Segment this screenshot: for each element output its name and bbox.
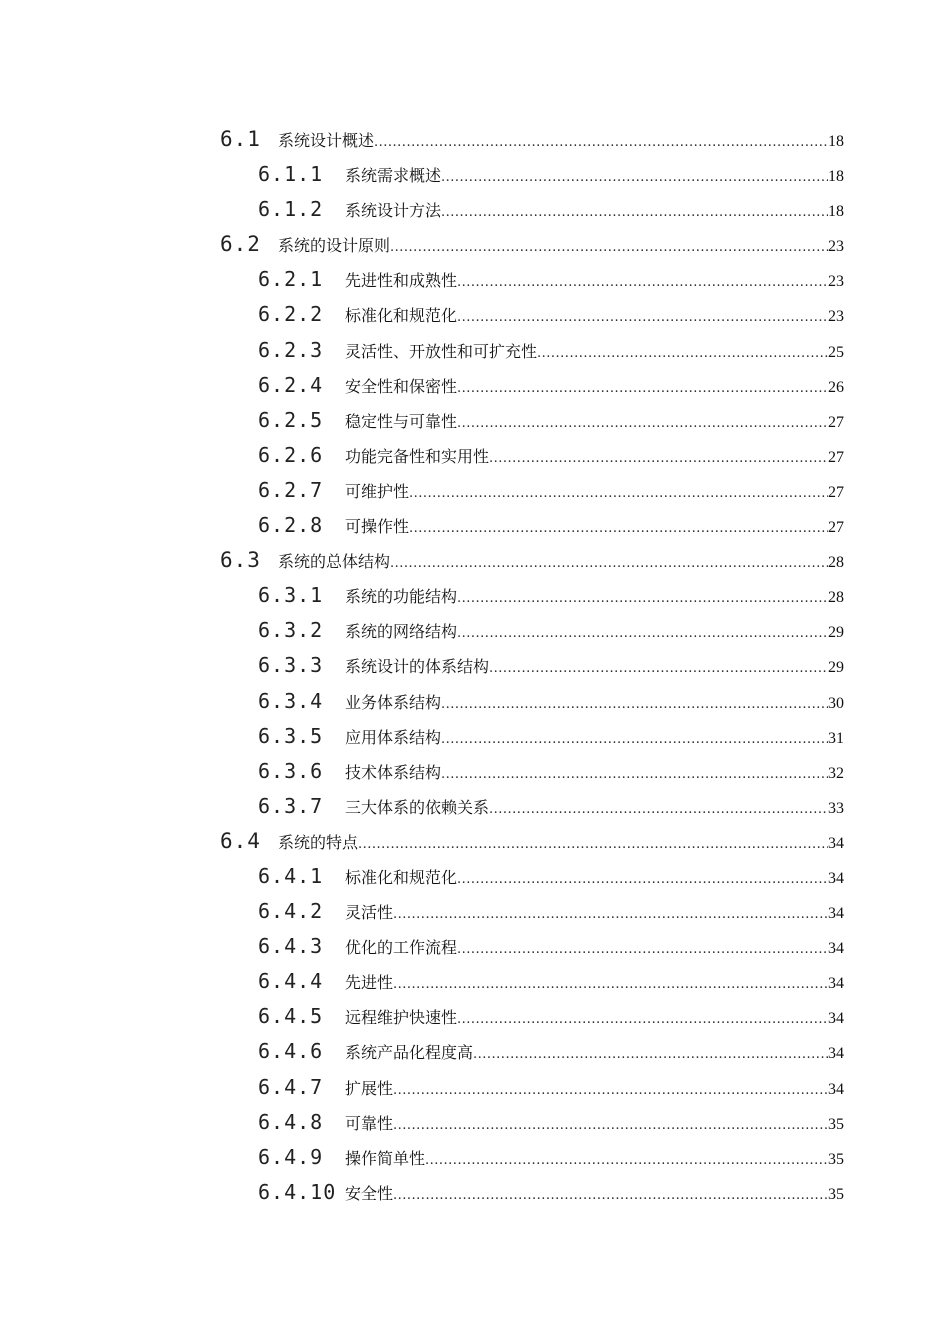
- toc-entry-number: 6.3.1: [258, 583, 324, 608]
- toc-entry-title: 系统需求概述: [345, 166, 442, 186]
- toc-entry-title: 标准化和规范化: [345, 306, 458, 326]
- toc-dot-leader: [441, 195, 828, 230]
- toc-entry-title: 应用体系结构: [345, 727, 442, 747]
- toc-entry-number: 6.2.3: [258, 337, 324, 362]
- toc-entry-number: 6.2.4: [258, 372, 324, 397]
- toc-dot-leader: [457, 371, 828, 406]
- toc-subsection-entry[interactable]: [0, 754, 950, 789]
- toc-dot-leader: [457, 1002, 828, 1037]
- toc-entry-title: 优化的工作流程: [345, 938, 458, 958]
- toc-subsection-entry[interactable]: [0, 297, 950, 332]
- toc-page-number: 18: [828, 133, 844, 150]
- toc-page-number: 34: [828, 834, 844, 852]
- toc-subsection-entry[interactable]: [0, 157, 950, 192]
- toc-section-entry[interactable]: [0, 543, 950, 578]
- toc-dot-leader: [409, 511, 828, 546]
- toc-page-number: 27: [828, 448, 844, 466]
- toc-entry-title: 功能完备性和实用性: [345, 446, 490, 466]
- toc-subsection-entry[interactable]: [0, 929, 950, 964]
- toc-page-number: 29: [828, 659, 844, 677]
- toc-page-number: 23: [828, 273, 844, 291]
- toc-entry-title: 系统设计概述: [278, 131, 375, 150]
- toc-dot-leader: [425, 1143, 828, 1178]
- toc-dot-leader: [489, 441, 828, 476]
- toc-dot-leader: [390, 230, 828, 265]
- toc-page-number: 34: [828, 1010, 844, 1028]
- toc-dot-leader: [441, 757, 828, 792]
- toc-subsection-entry[interactable]: [0, 859, 950, 894]
- toc-entry-number: 6.4.9: [258, 1144, 324, 1169]
- toc-page-number: 34: [828, 940, 844, 958]
- toc-page-number: 27: [828, 519, 844, 537]
- toc-entry-title: 远程维护快速性: [345, 1008, 458, 1028]
- toc-entry-title: 可维护性: [345, 481, 410, 501]
- toc-entry-title: 系统设计的体系结构: [345, 657, 490, 677]
- toc-subsection-entry[interactable]: [0, 473, 950, 508]
- toc-entry-number: 6.2: [220, 232, 261, 257]
- toc-dot-leader: [358, 827, 828, 862]
- toc-subsection-entry[interactable]: [0, 1140, 950, 1175]
- toc-entry-number: 6.2.2: [258, 302, 324, 327]
- toc-subsection-entry[interactable]: [0, 508, 950, 543]
- toc-entry-number: 6.4.1: [258, 863, 324, 888]
- toc-subsection-entry[interactable]: [0, 648, 950, 683]
- toc-page-number: 23: [828, 308, 844, 326]
- toc-entry-title: 标准化和规范化: [345, 867, 458, 887]
- toc-entry-title: 安全性: [345, 1183, 394, 1203]
- toc-subsection-entry[interactable]: [0, 789, 950, 824]
- toc-dot-leader: [441, 160, 828, 195]
- toc-page-number: 35: [828, 1150, 844, 1168]
- toc-page-number: 34: [828, 869, 844, 887]
- toc-page-number: 33: [828, 799, 844, 817]
- toc-entry-title: 灵活性、开放性和可扩充性: [345, 341, 538, 361]
- toc-entry-number: 6.3.4: [258, 688, 324, 713]
- toc-subsection-entry[interactable]: [0, 192, 950, 227]
- toc-subsection-entry[interactable]: [0, 894, 950, 929]
- toc-entry-title: 先进性和成熟性: [345, 271, 458, 291]
- toc-page-number: 26: [828, 378, 844, 396]
- toc-page-number: 34: [828, 1080, 844, 1098]
- toc-section-entry[interactable]: [0, 227, 950, 262]
- toc-entry-title: 系统的总体结构: [278, 552, 391, 572]
- toc-dot-leader: [457, 932, 828, 967]
- toc-entry-number: 6.4.10: [258, 1179, 337, 1204]
- toc-dot-leader: [393, 1108, 828, 1143]
- toc-entry-number: 6.3.2: [258, 618, 324, 643]
- toc-subsection-entry[interactable]: [0, 1034, 950, 1069]
- toc-entry-number: 6.4.6: [258, 1039, 324, 1064]
- toc-entry-number: 6.2.5: [258, 407, 324, 432]
- table-of-contents: [0, 122, 950, 1210]
- toc-dot-leader: [457, 265, 828, 300]
- toc-entry-title: 业务体系结构: [345, 692, 442, 712]
- toc-page-number: 23: [828, 238, 844, 256]
- toc-entry-title: 系统的网络结构: [345, 622, 458, 642]
- toc-subsection-entry[interactable]: [0, 719, 950, 754]
- toc-page-number: 28: [828, 554, 844, 572]
- toc-entry-title: 三大体系的依赖关系: [345, 797, 490, 817]
- toc-entry-number: 6.2.8: [258, 513, 324, 538]
- toc-entry-title: 扩展性: [345, 1078, 394, 1098]
- toc-entry-number: 6.1.2: [258, 197, 324, 222]
- toc-dot-leader: [393, 1073, 828, 1108]
- toc-entry-number: 6.4.3: [258, 934, 324, 959]
- toc-entry-number: 6.3.5: [258, 723, 324, 748]
- toc-subsection-entry[interactable]: [0, 613, 950, 648]
- toc-entry-number: 6.3: [220, 548, 261, 573]
- toc-page-number: 31: [828, 729, 844, 747]
- toc-entry-number: 6.1: [220, 127, 261, 151]
- toc-dot-leader: [457, 406, 828, 441]
- toc-entry-number: 6.1.1: [258, 162, 324, 187]
- toc-entry-title: 可靠性: [345, 1113, 394, 1133]
- toc-dot-leader: [393, 967, 828, 1002]
- toc-entry-title: 操作简单性: [345, 1148, 426, 1168]
- toc-page-number: 27: [828, 413, 844, 431]
- toc-section-entry[interactable]: [0, 122, 950, 157]
- toc-page-number: 34: [828, 905, 844, 923]
- toc-dot-leader: [473, 1037, 828, 1072]
- toc-dot-leader: [489, 792, 828, 827]
- toc-entry-number: 6.3.3: [258, 653, 324, 678]
- toc-entry-number: 6.4.4: [258, 969, 324, 994]
- toc-subsection-entry[interactable]: [0, 403, 950, 438]
- toc-entry-number: 6.4.2: [258, 899, 324, 924]
- toc-section-entry[interactable]: [0, 824, 950, 859]
- toc-entry-title: 系统的设计原则: [278, 236, 391, 256]
- toc-dot-leader: [409, 476, 828, 511]
- toc-page-number: 32: [828, 764, 844, 782]
- toc-entry-title: 灵活性: [345, 903, 394, 923]
- toc-subsection-entry[interactable]: [0, 368, 950, 403]
- toc-dot-leader: [489, 651, 828, 686]
- toc-dot-leader: [393, 1178, 828, 1213]
- toc-subsection-entry[interactable]: [0, 262, 950, 297]
- toc-page-number: 27: [828, 483, 844, 501]
- toc-entry-title: 系统的功能结构: [345, 587, 458, 607]
- toc-subsection-entry[interactable]: [0, 333, 950, 368]
- toc-dot-leader: [441, 687, 828, 722]
- toc-entry-title: 系统产品化程度高: [345, 1043, 474, 1063]
- toc-entry-title: 安全性和保密性: [345, 376, 458, 396]
- toc-page-number: 18: [828, 168, 844, 186]
- toc-entry-number: 6.4: [220, 828, 261, 853]
- toc-dot-leader: [537, 336, 828, 371]
- toc-entry-number: 6.2.6: [258, 442, 324, 467]
- toc-page-number: 18: [828, 203, 844, 221]
- toc-entry-title: 技术体系结构: [345, 762, 442, 782]
- toc-page-number: 25: [828, 343, 844, 361]
- toc-subsection-entry[interactable]: [0, 964, 950, 999]
- toc-entry-number: 6.4.7: [258, 1074, 324, 1099]
- toc-subsection-entry[interactable]: [0, 1105, 950, 1140]
- toc-subsection-entry[interactable]: [0, 578, 950, 613]
- toc-entry-number: 6.2.7: [258, 477, 324, 502]
- toc-subsection-entry[interactable]: [0, 1175, 950, 1210]
- toc-entry-title: 可操作性: [345, 517, 410, 537]
- toc-page-number: 34: [828, 1045, 844, 1063]
- toc-page-number: 30: [828, 694, 844, 712]
- toc-dot-leader: [457, 581, 828, 616]
- toc-entry-title: 先进性: [345, 973, 394, 993]
- toc-dot-leader: [457, 616, 828, 651]
- toc-page-number: 35: [828, 1185, 844, 1203]
- toc-dot-leader: [457, 862, 828, 897]
- toc-dot-leader: [457, 300, 828, 335]
- toc-entry-number: 6.4.8: [258, 1109, 324, 1134]
- toc-entry-number: 6.4.5: [258, 1004, 324, 1029]
- toc-entry-title: 稳定性与可靠性: [345, 411, 458, 431]
- toc-dot-leader: [393, 897, 828, 932]
- toc-page-number: 29: [828, 624, 844, 642]
- toc-subsection-entry[interactable]: [0, 1070, 950, 1105]
- toc-page-number: 28: [828, 589, 844, 607]
- toc-page-number: 35: [828, 1115, 844, 1133]
- toc-entry-title: 系统的特点: [278, 832, 359, 852]
- toc-entry-title: 系统设计方法: [345, 201, 442, 221]
- toc-page-number: 34: [828, 975, 844, 993]
- toc-entry-number: 6.2.1: [258, 267, 324, 292]
- toc-subsection-entry[interactable]: [0, 999, 950, 1034]
- toc-dot-leader: [441, 722, 828, 757]
- toc-subsection-entry[interactable]: [0, 438, 950, 473]
- toc-entry-number: 6.3.7: [258, 793, 324, 818]
- toc-dot-leader: [390, 546, 828, 581]
- toc-subsection-entry[interactable]: [0, 684, 950, 719]
- toc-entry-number: 6.3.6: [258, 758, 324, 783]
- toc-dot-leader: [374, 125, 828, 160]
